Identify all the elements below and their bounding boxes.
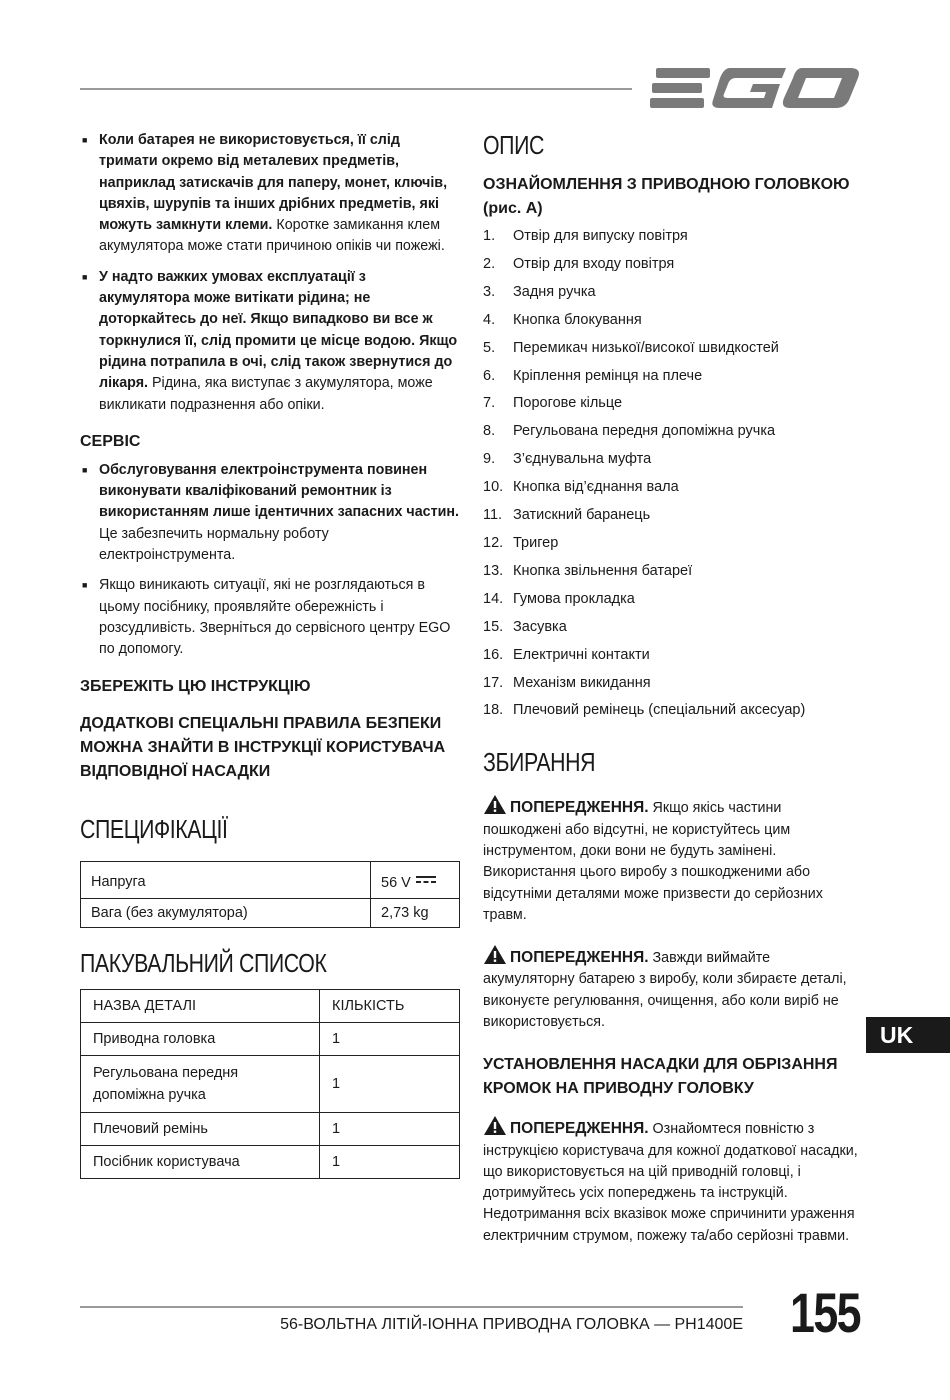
list-item-number: 2. (483, 255, 496, 272)
part-qty: 1 (320, 1055, 460, 1112)
list-item (483, 530, 863, 558)
warning-block (483, 944, 863, 1033)
list-item (483, 279, 863, 307)
spec-value: 2,73 kg (371, 898, 460, 927)
header-rule (80, 88, 632, 90)
language-tab: UK (866, 1017, 950, 1053)
parts-list (483, 223, 863, 725)
description-heading: ОПИС (483, 130, 544, 160)
dc-symbol-icon (415, 875, 437, 885)
list-item-number: 10. (483, 479, 504, 496)
part-name: Плечовий ремінь (81, 1112, 320, 1145)
table-row (81, 1145, 460, 1178)
service-heading: СЕРВІС (80, 432, 141, 450)
save-instructions-heading: ЗБЕРЕЖІТЬ ЦЮ ІНСТРУКЦІЮ (80, 677, 311, 695)
list-item-label: Механізм викидання (513, 674, 651, 691)
list-item-label: Кнопка звільнення батареї (513, 562, 693, 579)
list-item-label: Плечовий ремінець (спеціальний аксесуар) (513, 702, 806, 719)
battery-storage-bullet (80, 130, 460, 258)
list-item-label: Отвір для входу повітря (513, 255, 675, 272)
service-bullet (80, 460, 460, 566)
list-item-label: Порогове кільце (513, 395, 623, 412)
service-bullet (80, 575, 460, 660)
footer-text: 56-ВОЛЬТНА ЛІТІЙ-ІОННА ПРИВОДНА ГОЛОВКА — PH1400E (280, 1316, 743, 1333)
bullet-bold-text: У надто важких умовах експлуатації з акумулятора може витікати рідина; не доторкайтесь до неї. Якщо випадково ви все ж торкнулися її, слід промити це місце водою. Якщо рідина потрапила в очі, слід також звернутися до лікаря. (99, 268, 458, 392)
list-item-label: Кнопка блокування (513, 311, 642, 328)
bullet-text: Коротке замикання клем акумулятора може стати причиною опіків чи пожежі. (99, 217, 445, 255)
list-item (483, 642, 863, 670)
column-header: НАЗВА ДЕТАЛІ (81, 989, 320, 1022)
list-item-label: З’єднувальна муфта (513, 451, 652, 468)
bullet-bold-text: Коли батарея не використовується, її слід тримати окремо від металевих предметів, наприклад затискачів для паперу, монет, ключів, цвяхів, шурупів та інших дрібних предметів, які можуть замкнути клеми. (99, 132, 448, 234)
list-item-label: Регульована передня допоміжна ручка (513, 423, 776, 440)
list-item-label: Перемикач низької/високої швидкостей (513, 339, 779, 356)
specifications-table (80, 861, 460, 928)
list-item-label: Електричні контакти (513, 646, 650, 663)
list-item (483, 697, 863, 725)
list-item-number: 1. (483, 228, 496, 244)
list-item (483, 614, 863, 642)
part-qty: 1 (320, 1145, 460, 1178)
table-row (81, 1112, 460, 1145)
left-column (80, 130, 460, 1179)
warning-block (483, 794, 863, 926)
list-item-number: 14. (483, 590, 504, 607)
warning-triangle-icon (483, 944, 507, 965)
part-name-text: Регульована передня допоміжна ручка (93, 1064, 239, 1103)
part-qty: 1 (320, 1112, 460, 1145)
warning-label: ПОПЕРЕДЖЕННЯ. (510, 799, 649, 817)
list-item (483, 363, 863, 391)
part-name: Приводна головка (81, 1022, 320, 1055)
list-item (483, 670, 863, 698)
battery-leak-bullet (80, 267, 460, 416)
table-row (81, 861, 460, 898)
list-item (483, 251, 863, 279)
table-row (81, 898, 460, 927)
table-header-row (81, 989, 460, 1022)
list-item-label: Тригер (513, 534, 559, 551)
specifications-heading: СПЕЦИФІКАЦІЇ (80, 813, 228, 844)
list-item-number: 7. (483, 395, 496, 412)
list-item (483, 446, 863, 474)
warning-label: ПОПЕРЕДЖЕННЯ. (510, 949, 649, 967)
list-item (483, 474, 863, 502)
warning-label: ПОПЕРЕДЖЕННЯ. (510, 1120, 649, 1138)
warning-block (483, 1115, 863, 1247)
list-item (483, 335, 863, 363)
list-item-number: 11. (483, 507, 503, 524)
list-item-number: 15. (483, 618, 504, 635)
bullet-text: Це забезпечить нормальну роботу електроінструмента. (99, 525, 329, 564)
spec-label: Вага (без акумулятора) (81, 898, 371, 927)
list-item-number: 3. (483, 283, 496, 300)
list-item-label: Засувка (513, 618, 567, 635)
list-item-label: Кнопка від’єднання вала (513, 479, 679, 496)
page-number: 155 (790, 1281, 860, 1344)
spec-value-text: 56 V (381, 874, 411, 891)
list-item-number: 8. (483, 423, 496, 440)
install-attachment-heading: УСТАНОВЛЕННЯ НАСАДКИ ДЛЯ ОБРІЗАННЯ КРОМОК НА ПРИВОДНУ ГОЛОВКУ (483, 1056, 838, 1098)
list-item-label: Затискний баранець (513, 507, 651, 524)
list-item (483, 586, 863, 614)
warning-triangle-icon (483, 1115, 507, 1136)
list-item-number: 6. (483, 367, 496, 384)
list-item-number: 9. (483, 451, 496, 468)
list-item-label: Гумова прокладка (513, 590, 635, 607)
part-name: Посібник користувача (81, 1145, 320, 1178)
bullet-text: Якщо виникають ситуації, які не розглядаються в цьому посібнику, проявляйте обережність і розсудливість. Зверніться до сервісного центру EGO по допомогу. (99, 577, 451, 658)
warning-text: Завжди виймайте акумуляторну батарею з виробу, коли збираєте деталі, виконуєте регулювання, очищення, або коли виріб не використовується. (483, 950, 847, 1030)
list-item (483, 307, 863, 335)
packing-list-heading: ПАКУВАЛЬНИЙ СПИСОК (80, 947, 327, 978)
list-item-number: 12. (483, 534, 504, 551)
list-item-number: 18. (483, 702, 504, 719)
list-item-number: 17. (483, 674, 504, 691)
list-item-label: Отвір для випуску повітря (513, 228, 688, 244)
warning-text: Якщо якісь частини пошкоджені або відсутні, не користуйтесь цим інструментом, доки вони не будуть замінені. Використання цього виробу з пошкодженими або відсутніми деталями може призвести до серйозних травм. (483, 800, 823, 923)
column-header: КІЛЬКІСТЬ (320, 989, 460, 1022)
list-item (483, 502, 863, 530)
packing-list-table (80, 989, 460, 1179)
list-item-label: Задня ручка (513, 283, 596, 300)
spec-label: Напруга (81, 861, 371, 898)
list-item (483, 558, 863, 586)
list-item-label: Кріплення ремінця на плече (513, 367, 703, 384)
assembly-heading: ЗБИРАННЯ (483, 747, 596, 778)
bullet-bold-text: Обслуговування електроінструмента повинен виконувати кваліфікований ремонтник із використанням лише ідентичних запасних частин. (99, 461, 460, 521)
list-item-number: 13. (483, 562, 504, 579)
warning-text: Ознайомтеся повністю з інструкцією користувача для кожної додаткової насадки, що використовується на цій приводній головці, і дотримуйтесь усіх попереджень та інструкцій. Недотримання всіх вказівок може спричинити ураження електричним струмом, пожежу та/або серйозні травми. (483, 1121, 858, 1244)
list-item-number: 5. (483, 339, 496, 356)
part-qty: 1 (320, 1022, 460, 1055)
table-row (81, 1055, 460, 1112)
right-column (483, 130, 863, 1247)
table-row (81, 1022, 460, 1055)
list-item-number: 4. (483, 311, 496, 328)
part-name (81, 1055, 320, 1112)
warning-triangle-icon (483, 794, 507, 815)
list-item (483, 390, 863, 418)
additional-rules-heading: ДОДАТКОВІ СПЕЦІАЛЬНІ ПРАВИЛА БЕЗПЕКИ МОЖНА ЗНАЙТИ В ІНСТРУКЦІЇ КОРИСТУВАЧА ВІДПОВІДНОЇ НАСАДКИ (80, 714, 446, 780)
list-item (483, 418, 863, 446)
footer-rule (80, 1306, 743, 1308)
bullet-text: Рідина, яка виступає з акумулятора, може викликати подразнення або опіки. (99, 375, 433, 413)
description-subheading: ОЗНАЙОМЛЕННЯ З ПРИВОДНОЮ ГОЛОВКОЮ (рис. А) (483, 176, 850, 217)
list-item-number: 16. (483, 646, 504, 663)
ego-logo (650, 62, 862, 114)
spec-value (371, 861, 460, 898)
list-item (483, 223, 863, 251)
